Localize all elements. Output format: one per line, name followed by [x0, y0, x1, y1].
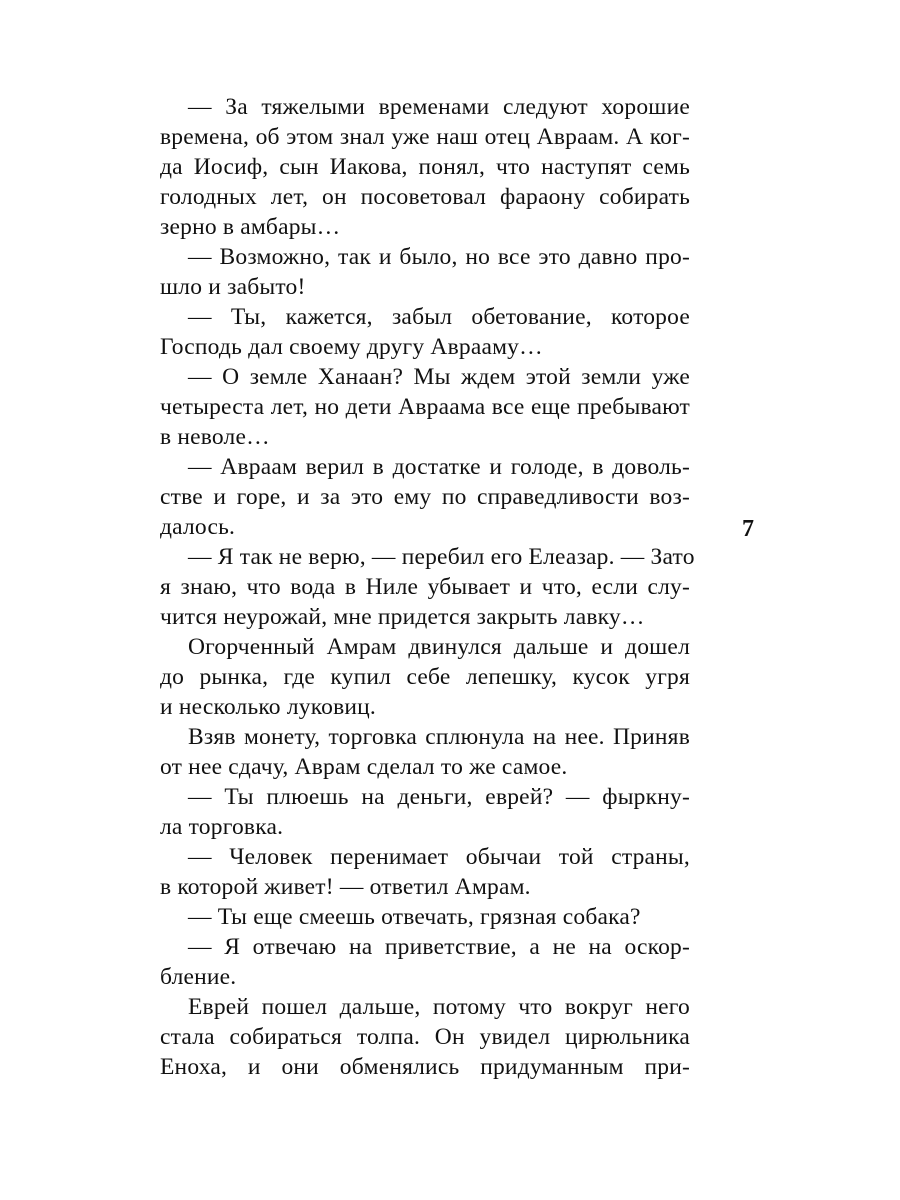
- text-line: Господь дал своему другу Аврааму…: [160, 334, 543, 360]
- text-line: — Ты еще смеешь отвечать, грязная собака?: [188, 904, 641, 930]
- body-text: [160, 92, 695, 1082]
- text-line: — О земле Ханаан? Мы ждем этой земли уже: [188, 364, 690, 390]
- text-line: чится неурожай, мне придется закрыть лавку…: [160, 604, 645, 630]
- text-line: четыреста лет, но дети Авраама все еще пребывают: [160, 394, 690, 420]
- text-line: голодных лет, он посоветовал фараону собирать: [160, 184, 690, 210]
- text-line: в которой живет! — ответил Амрам.: [160, 874, 531, 900]
- text-line: — Человек перенимает обычаи той страны,: [188, 844, 690, 870]
- text-line: я знаю, что вода в Ниле убывает и что, если слу-: [160, 574, 690, 600]
- text-line: от нее сдачу, Аврам сделал то же самое.: [160, 754, 568, 780]
- text-line: стала собираться толпа. Он увидел цирюльника: [160, 1024, 690, 1050]
- text-line: зерно в амбары…: [160, 214, 341, 240]
- text-line: Еврей пошел дальше, потому что вокруг него: [188, 994, 690, 1020]
- text-line: ла торговка.: [160, 814, 284, 840]
- page-number: 7: [742, 516, 754, 542]
- text-line: Огорченный Амрам двинулся дальше и дошел: [188, 634, 690, 660]
- text-line: шло и забыто!: [160, 274, 306, 300]
- text-line: — Ты, кажется, забыл обетование, которое: [188, 304, 690, 330]
- text-line: — За тяжелыми временами следуют хорошие: [188, 94, 690, 120]
- text-line: бление.: [160, 964, 237, 990]
- text-line: Взяв монету, торговка сплюнула на нее. Приняв: [188, 724, 690, 750]
- text-line: — Я так не верю, — перебил его Елеазар. — Зато: [188, 544, 695, 570]
- text-line: стве и горе, и за это ему по справедливости воз-: [160, 484, 690, 510]
- text-line: — Я отвечаю на приветствие, а не на оскор-: [188, 934, 690, 960]
- text-line: — Возможно, так и было, но все это давно про-: [188, 244, 690, 270]
- text-line: — Авраам верил в достатке и голоде, в доволь-: [188, 454, 690, 480]
- text-line: далось.: [160, 514, 236, 540]
- text-line: времена, об этом знал уже наш отец Авраам. А ког-: [160, 124, 690, 150]
- text-line: Еноха, и они обменялись придуманным при-: [160, 1054, 690, 1080]
- text-line: в неволе…: [160, 424, 270, 450]
- text-line: до рынка, где купил себе лепешку, кусок угря: [160, 664, 690, 690]
- text-line: да Иосиф, сын Иакова, понял, что наступят семь: [160, 154, 690, 180]
- text-line: и несколько луковиц.: [160, 694, 377, 720]
- text-line: — Ты плюешь на деньги, еврей? — фыркну-: [188, 784, 690, 810]
